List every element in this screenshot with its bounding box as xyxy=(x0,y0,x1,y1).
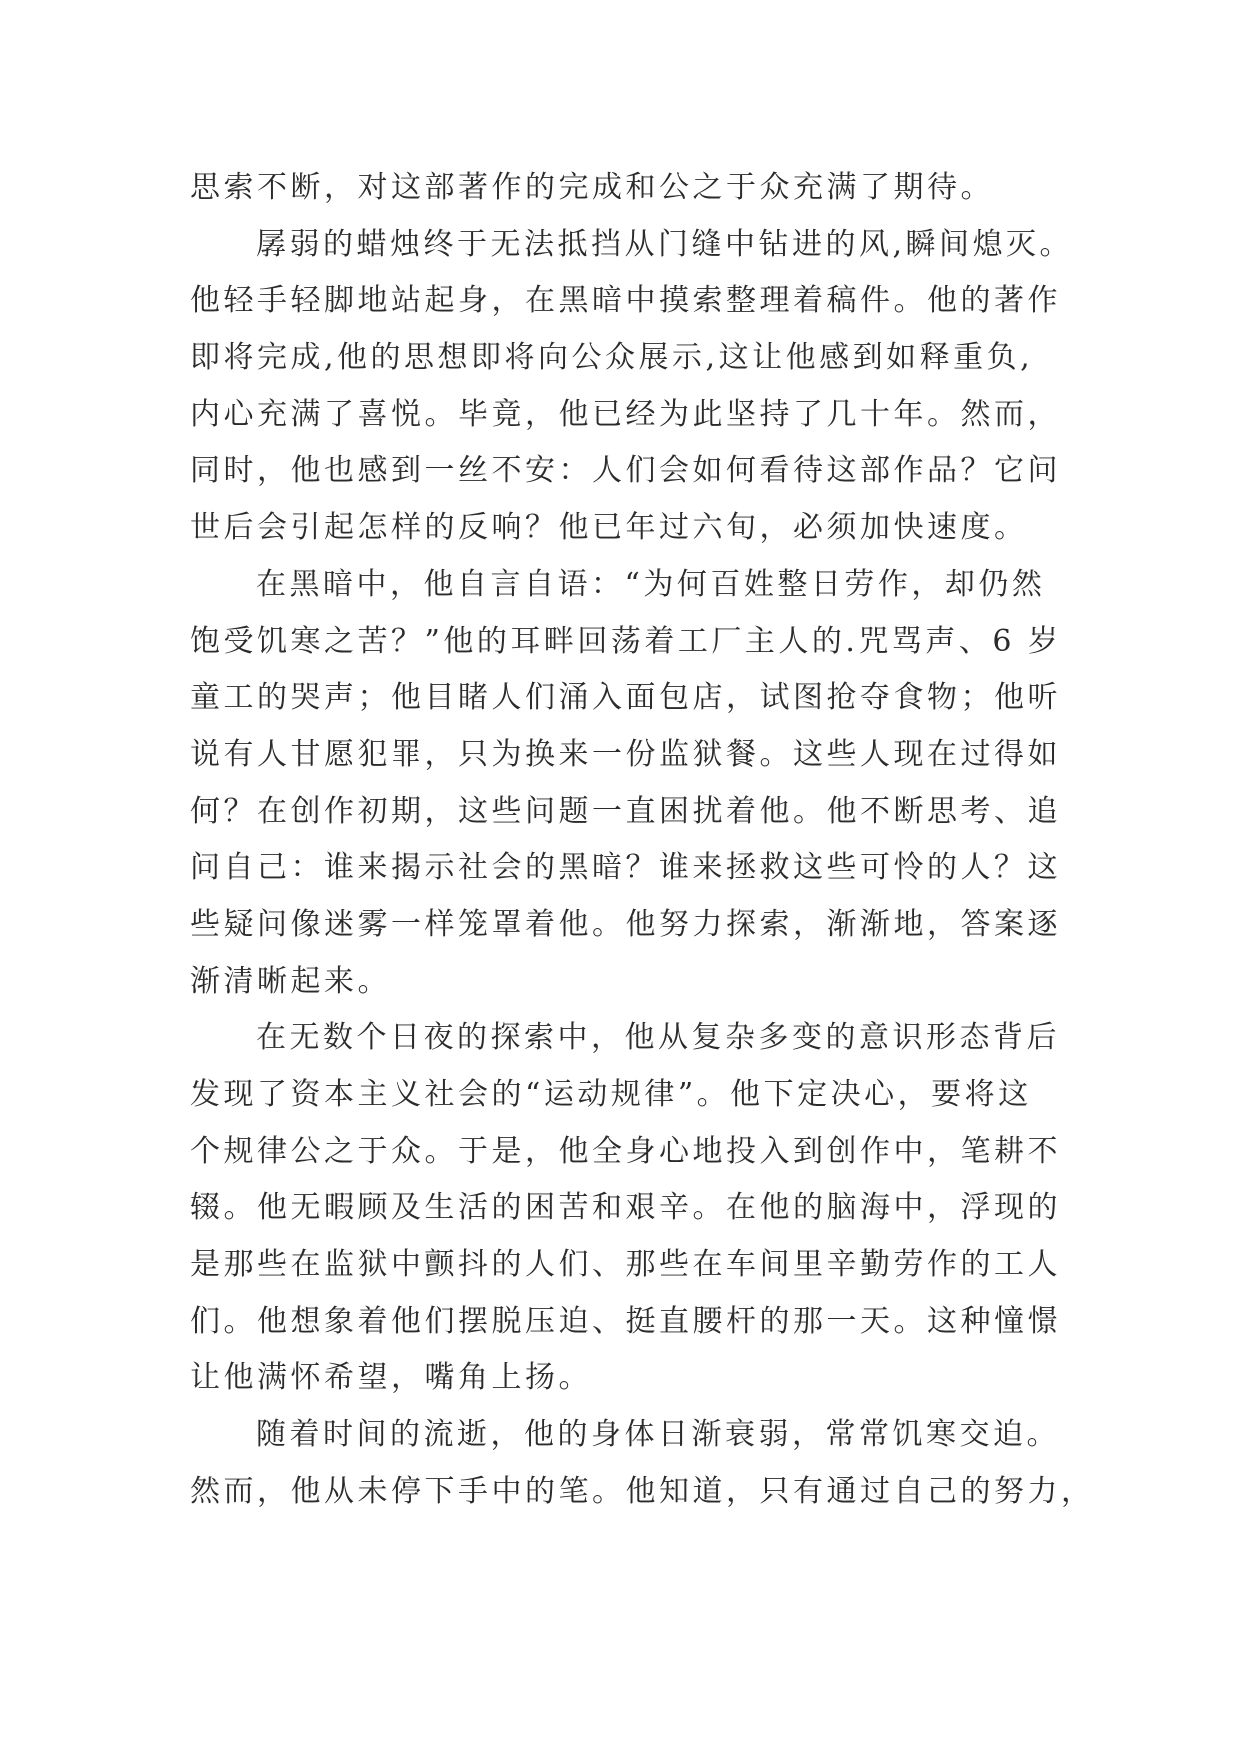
text-line: 思索不断，对这部著作的完成和公之于众充满了期待。 xyxy=(190,170,994,205)
text-line: 他轻手轻脚地站起身，在黑暗中摸索整理着稿件。他的著作 xyxy=(190,283,1061,319)
body-text xyxy=(190,160,1095,1521)
text-line: 是那些在监狱中颤抖的人们、那些在车间里辛勤劳作的工人 xyxy=(190,1247,1061,1283)
text-line: 发现了资本主义社会的“运动规律”。他下定决心，要将这 xyxy=(190,1077,1032,1112)
text-line: 何？在创作初期，这些问题一直困扰着他。他不断思考、追 xyxy=(190,793,1061,829)
text-line: 即将完成,他的思想即将向公众展示,这让他感到如释重负, xyxy=(190,340,1034,376)
text-line: 问自己：谁来揭示社会的黑暗？谁来拯救这些可怜的人？这 xyxy=(190,850,1061,886)
paragraph-start-line: 在无数个日夜的探索中，他从复杂多变的意识形态背后 xyxy=(256,1020,1060,1056)
text-line: 同时，他也感到一丝不安：人们会如何看待这部作品？它问 xyxy=(190,453,1061,489)
paragraph-start-line: 孱弱的蜡烛终于无法抵挡从门缝中钻进的风,瞬间熄灭。 xyxy=(256,226,1074,262)
paragraph-start-line: 随着时间的流逝，他的身体日渐衰弱，常常饥寒交迫。 xyxy=(256,1417,1060,1453)
paragraph-start-line: 在黑暗中，他自言自语：“为何百姓整日劳作，却仍然 xyxy=(256,566,1046,602)
text-line: 饱受饥寒之苦？”他的耳畔回荡着工厂主人的.咒骂声、6 岁 xyxy=(190,623,1062,659)
text-line: 说有人甘愿犯罪，只为换来一份监狱餐。这些人现在过得如 xyxy=(190,736,1061,772)
text-line: 内心充满了喜悦。毕竟，他已经为此坚持了几十年。然而， xyxy=(190,396,1061,432)
text-line: 们。他想象着他们摆脱压迫、挺直腰杆的那一天。这种憧憬 xyxy=(190,1303,1061,1339)
text-line: 个规律公之于众。于是，他全身心地投入到创作中，笔耕不 xyxy=(190,1133,1061,1169)
text-line: 世后会引起怎样的反响？他已年过六旬，必须加快速度。 xyxy=(190,510,1028,546)
text-line: 些疑问像迷雾一样笼罩着他。他努力探索，渐渐地，答案逐 xyxy=(190,906,1061,942)
text-line: 童工的哭声；他目睹人们涌入面包店，试图抢夺食物；他听 xyxy=(190,680,1061,716)
text-line: 辍。他无暇顾及生活的困苦和艰辛。在他的脑海中，浮现的 xyxy=(190,1190,1061,1226)
text-line: 然而，他从未停下手中的笔。他知道，只有通过自己的努力， xyxy=(190,1473,1095,1509)
text-line: 渐清晰起来。 xyxy=(190,963,391,999)
text-line: 让他满怀希望，嘴角上扬。 xyxy=(190,1360,592,1396)
